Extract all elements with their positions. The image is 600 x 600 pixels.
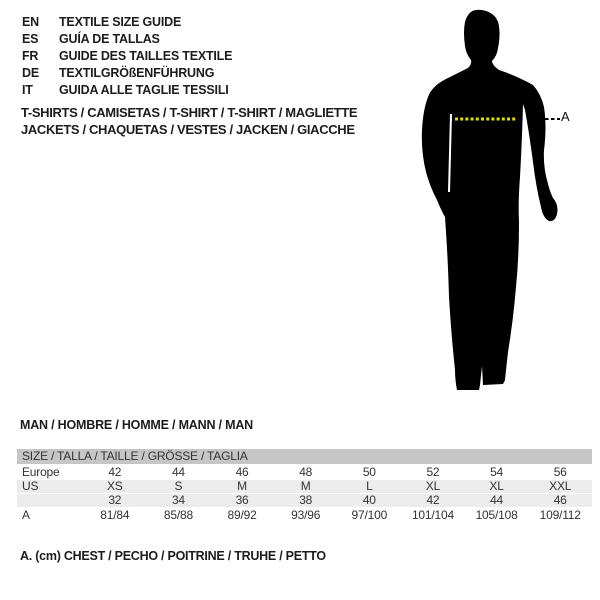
size-cell: 46 [235, 465, 249, 479]
size-cell: 54 [490, 465, 504, 479]
size-row-label: A [22, 508, 30, 522]
size-table [17, 449, 592, 523]
category-line-tshirts: T-SHIRTS / CAMISETAS / T-SHIRT / T-SHIRT / MAGLIETTE [21, 105, 358, 120]
size-cell: 81/84 [100, 508, 130, 522]
size-cell: 56 [553, 465, 567, 479]
size-cell: 44 [171, 465, 185, 479]
size-cell: L [366, 479, 373, 493]
size-cell: 50 [362, 465, 376, 479]
language-label: TEXTILE SIZE GUIDE [59, 15, 182, 29]
language-row [22, 31, 232, 48]
size-cell: 101/104 [411, 508, 454, 522]
size-cell: 42 [426, 493, 440, 507]
size-cell: 97/100 [351, 508, 388, 522]
size-cell: 46 [553, 493, 567, 507]
size-cell: 36 [235, 493, 249, 507]
language-label: TEXTILGRÖßENFÜHRUNG [59, 66, 215, 80]
size-cell: 32 [108, 493, 122, 507]
language-row [22, 65, 232, 82]
size-cell: 93/96 [291, 508, 321, 522]
section-title-man: MAN / HOMBRE / HOMME / MANN / MAN [20, 418, 253, 432]
language-code: ES [22, 32, 39, 46]
language-code: FR [22, 49, 39, 63]
size-row-label: US [22, 479, 39, 493]
size-cell: 105/108 [475, 508, 518, 522]
size-table-header: SIZE / TALLA / TAILLE / GRÖSSE / TAGLIA [17, 449, 592, 464]
size-cell: XL [489, 479, 504, 493]
size-cell: 40 [362, 493, 376, 507]
language-row [22, 82, 232, 99]
size-cell: S [174, 479, 183, 493]
measure-label-a: A [561, 109, 570, 124]
size-cell: 89/92 [227, 508, 257, 522]
size-cell: 109/112 [539, 508, 581, 522]
man-body-shape [422, 10, 558, 390]
size-cell: 38 [299, 493, 313, 507]
language-code: DE [22, 66, 39, 80]
size-cell: XL [425, 479, 441, 493]
size-table-row [17, 465, 592, 479]
size-table-row [17, 494, 592, 507]
size-row-label: Europe [22, 465, 60, 479]
size-cell: 44 [490, 493, 504, 507]
language-label: GUIDA ALLE TAGLIE TESSILI [59, 83, 229, 97]
size-table-row [17, 480, 592, 493]
language-row [22, 48, 232, 65]
size-cell: M [300, 479, 311, 493]
size-cell: XXL [549, 479, 572, 493]
language-label: GUIDE DES TAILLES TEXTILE [59, 49, 233, 63]
size-cell: 42 [108, 465, 122, 479]
size-cell: 85/88 [163, 508, 193, 522]
size-cell: 52 [426, 465, 440, 479]
size-table-row [17, 508, 592, 523]
man-silhouette-icon [405, 2, 580, 400]
size-cell: XS [107, 479, 123, 493]
size-cell: 48 [299, 465, 313, 479]
language-code: IT [22, 83, 33, 97]
language-list [22, 14, 232, 99]
size-cell: M [237, 479, 247, 493]
language-row [22, 14, 232, 31]
language-code: EN [22, 15, 39, 29]
size-cell: 34 [171, 493, 185, 507]
size-row-label [17, 494, 83, 507]
male-silhouette-figure [405, 2, 580, 400]
footnote-chest: A. (cm) CHEST / PECHO / POITRINE / TRUHE / PETTO [20, 549, 326, 563]
language-label: GUÍA DE TALLAS [59, 32, 160, 46]
category-line-jackets: JACKETS / CHAQUETAS / VESTES / JACKEN / GIACCHE [21, 122, 355, 137]
